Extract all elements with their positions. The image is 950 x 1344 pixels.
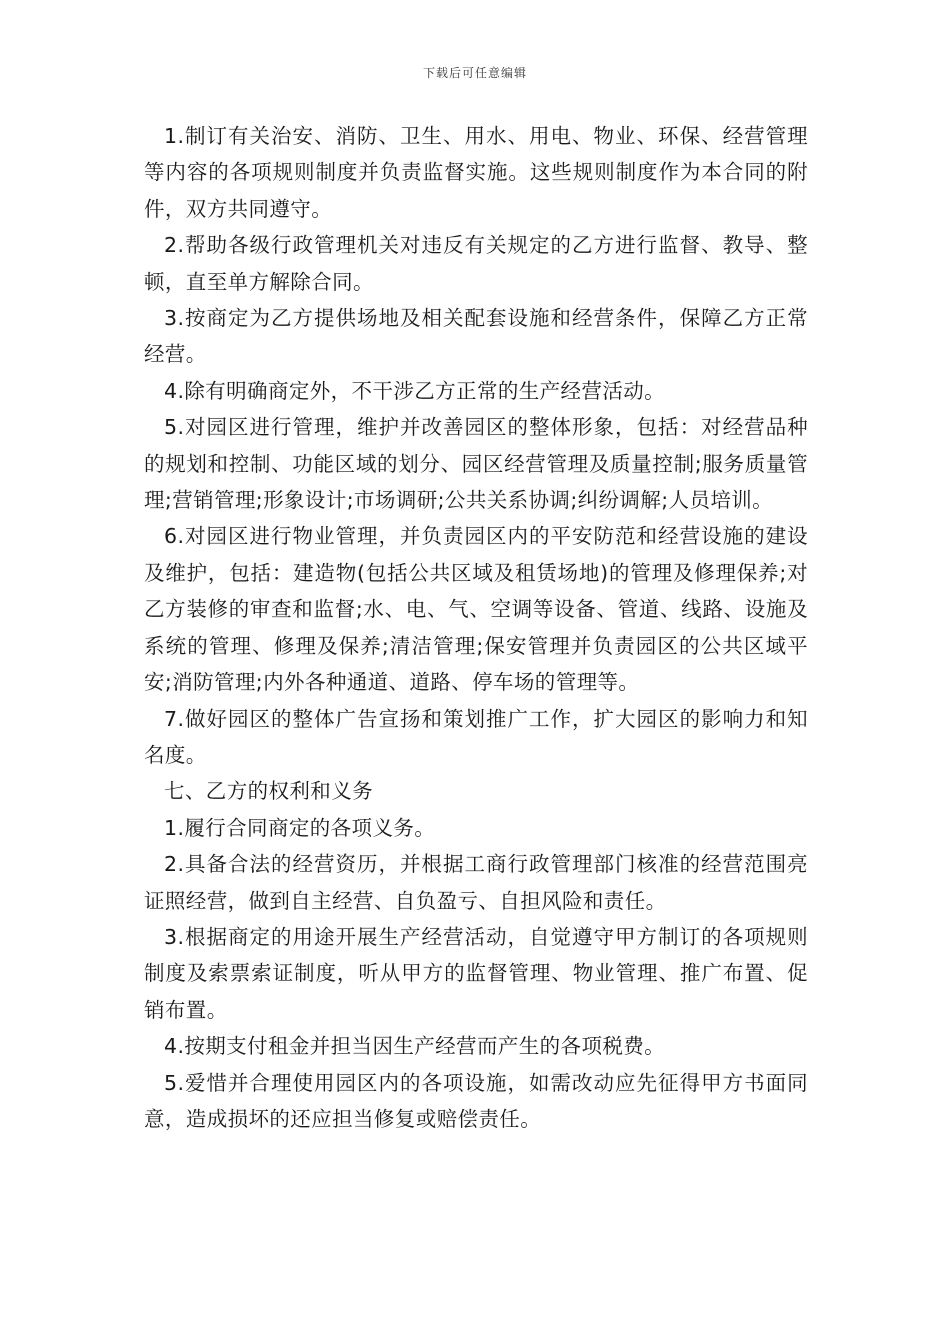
- page-header: 下载后可任意编辑: [422, 66, 527, 80]
- paragraph-tenant-duty-3: 3.根据商定的用途开展生产经营活动，自觉遵守甲方制订的各项规则制度及索票索证制度，听从甲方的监督管理、物业管理、推广布置、促销布置。: [144, 924, 808, 1022]
- section-heading-tenant-rights: 七、乙方的权利和义务: [164, 779, 373, 804]
- paragraph-tenant-duty-1: 1.履行合同商定的各项义务。: [164, 815, 436, 840]
- paragraph-tenant-duty-2: 2.具备合法的经营资历，并根据工商行政管理部门核准的经营范围亮证照经营，做到自主经营、自负盈亏、自担风险和责任。: [144, 852, 808, 913]
- paragraph-landlord-duty-2: 2.帮助各级行政管理机关对违反有关规定的乙方进行监督、教导、整顿，直至单方解除合同。: [144, 233, 808, 294]
- paragraph-tenant-duty-4: 4.按期支付租金并担当因生产经营而产生的各项税费。: [164, 1034, 666, 1059]
- paragraph-landlord-duty-4: 4.除有明确商定外，不干涉乙方正常的生产经营活动。: [164, 378, 666, 403]
- paragraph-landlord-duty-5: 5.对园区进行管理，维护并改善园区的整体形象，包括：对经营品种的规划和控制、功能区域的划分、园区经营管理及质量控制;服务质量管理;营销管理;形象设计;市场调研;公共关系协调;纠纷调解;人员培训。: [144, 415, 808, 513]
- paragraph-landlord-duty-6: 6.对园区进行物业管理，并负责园区内的平安防范和经营设施的建设及维护，包括：建造物(包括公共区域及租赁场地)的管理及修理保养;对乙方装修的审查和监督;水、电、气、空调等设备、管道、线路、设施及系统的管理、修理及保养;清洁管理;保安管理并负责园区的公共区域平安;消防管理;内外各种通道、道路、停车场的管理等。: [144, 524, 808, 695]
- paragraph-landlord-duty-1: 1.制订有关治安、消防、卫生、用水、用电、物业、环保、经营管理等内容的各项规则制度并负责监督实施。这些规则制度作为本合同的附件，双方共同遵守。: [144, 124, 808, 221]
- paragraph-tenant-duty-5: 5.爱惜并合理使用园区内的各项设施，如需改动应先征得甲方书面同意，造成损坏的还应担当修复或赔偿责任。: [144, 1070, 808, 1131]
- document-body: [144, 118, 808, 1137]
- paragraph-landlord-duty-3: 3.按商定为乙方提供场地及相关配套设施和经营条件，保障乙方正常经营。: [144, 306, 808, 367]
- paragraph-landlord-duty-7: 7.做好园区的整体广告宣扬和策划推广工作，扩大园区的影响力和知名度。: [144, 706, 808, 767]
